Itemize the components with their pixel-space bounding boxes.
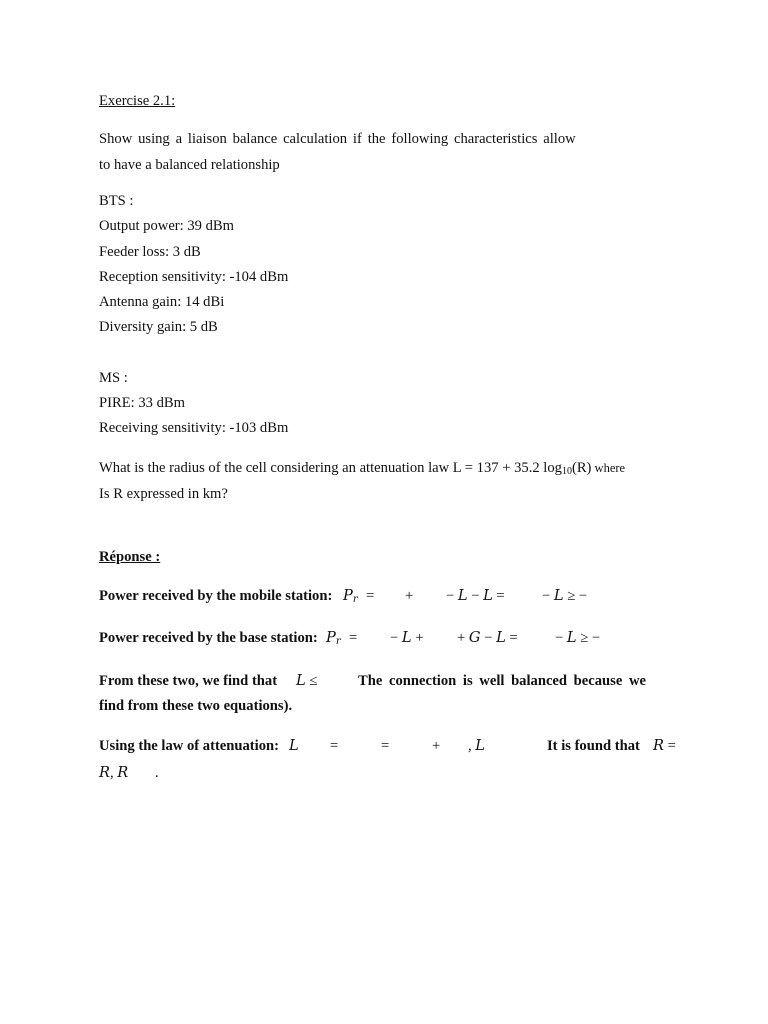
ms-receiving-sensitivity: Receiving sensitivity: -103 dBm xyxy=(99,420,289,436)
base-eq-2: − 𝐿 + xyxy=(390,630,424,646)
exercise-intro-line-2: to have a balanced relationship xyxy=(99,157,280,173)
base-eq-3: + 𝐺 − 𝐿 = xyxy=(457,630,518,646)
law-eq-2: = xyxy=(330,738,339,754)
law-found-symbol: 𝑅 = xyxy=(653,738,676,754)
question-line-2: Is R expressed in km? xyxy=(99,486,228,502)
question-line-1 xyxy=(99,459,625,481)
balance-label: From these two, we find that xyxy=(99,673,278,689)
base-p-symbol: 𝑃 xyxy=(326,630,336,646)
base-power-symbol xyxy=(326,629,341,651)
base-p-sub: 𝑟 xyxy=(335,636,341,647)
ms-heading: MS : xyxy=(99,370,128,386)
mobile-eq-4: − 𝐿 ≥ − xyxy=(542,588,588,604)
mobile-eq-3: − 𝐿 − 𝐿 = xyxy=(446,588,505,604)
bts-reception-sensitivity: Reception sensitivity: -104 dBm xyxy=(99,269,289,285)
bts-diversity-gain: Diversity gain: 5 dB xyxy=(99,319,218,335)
balance-line-2: find from these two equations). xyxy=(99,698,293,714)
log-base: 10 xyxy=(561,466,572,477)
law-eq-1: 𝐿 xyxy=(289,738,299,754)
mobile-eq-2: + xyxy=(405,588,414,604)
base-eq-4: − 𝐿 ≥ − xyxy=(555,630,601,646)
bts-antenna-gain: Antenna gain: 14 dBi xyxy=(99,294,225,310)
balance-text: The connection is well balanced because we xyxy=(358,673,646,689)
balance-symbol: 𝐿 ≤ xyxy=(296,673,318,689)
exercise-intro-line-1: Show using a liaison balance calculation if the following characteristics allow xyxy=(99,131,576,147)
law-eq-3: = xyxy=(381,738,390,754)
law-label: Using the law of attenuation: xyxy=(99,738,279,754)
base-power-label: Power received by the base station: xyxy=(99,630,318,646)
mobile-p-sub: 𝑟 xyxy=(352,594,358,605)
question-log-arg: (R) xyxy=(571,460,592,476)
law-dot: . xyxy=(155,765,159,781)
mobile-power-symbol xyxy=(343,587,358,609)
exercise-title: Exercise 2.1: xyxy=(99,93,176,109)
answer-heading: Réponse : xyxy=(99,549,161,565)
ms-pire: PIRE: 33 dBm xyxy=(99,395,185,411)
question-where: where xyxy=(591,461,626,475)
mobile-eq-1: = xyxy=(366,588,375,604)
question-text: What is the radius of the cell considering an attenuation law L = 137 + 35.2 log xyxy=(99,460,562,476)
law-eq-4: + xyxy=(432,738,441,754)
mobile-p-symbol: 𝑃 xyxy=(343,588,353,604)
bts-heading: BTS : xyxy=(99,193,134,209)
law-found-label: It is found that xyxy=(547,738,640,754)
bts-feeder-loss: Feeder loss: 3 dB xyxy=(99,244,201,260)
law-last: 𝑅, 𝑅 xyxy=(99,765,129,781)
base-eq-1: = xyxy=(349,630,358,646)
bts-output-power: Output power: 39 dBm xyxy=(99,218,234,234)
law-eq-5: , 𝐿 xyxy=(468,738,485,754)
mobile-power-label: Power received by the mobile station: xyxy=(99,588,333,604)
